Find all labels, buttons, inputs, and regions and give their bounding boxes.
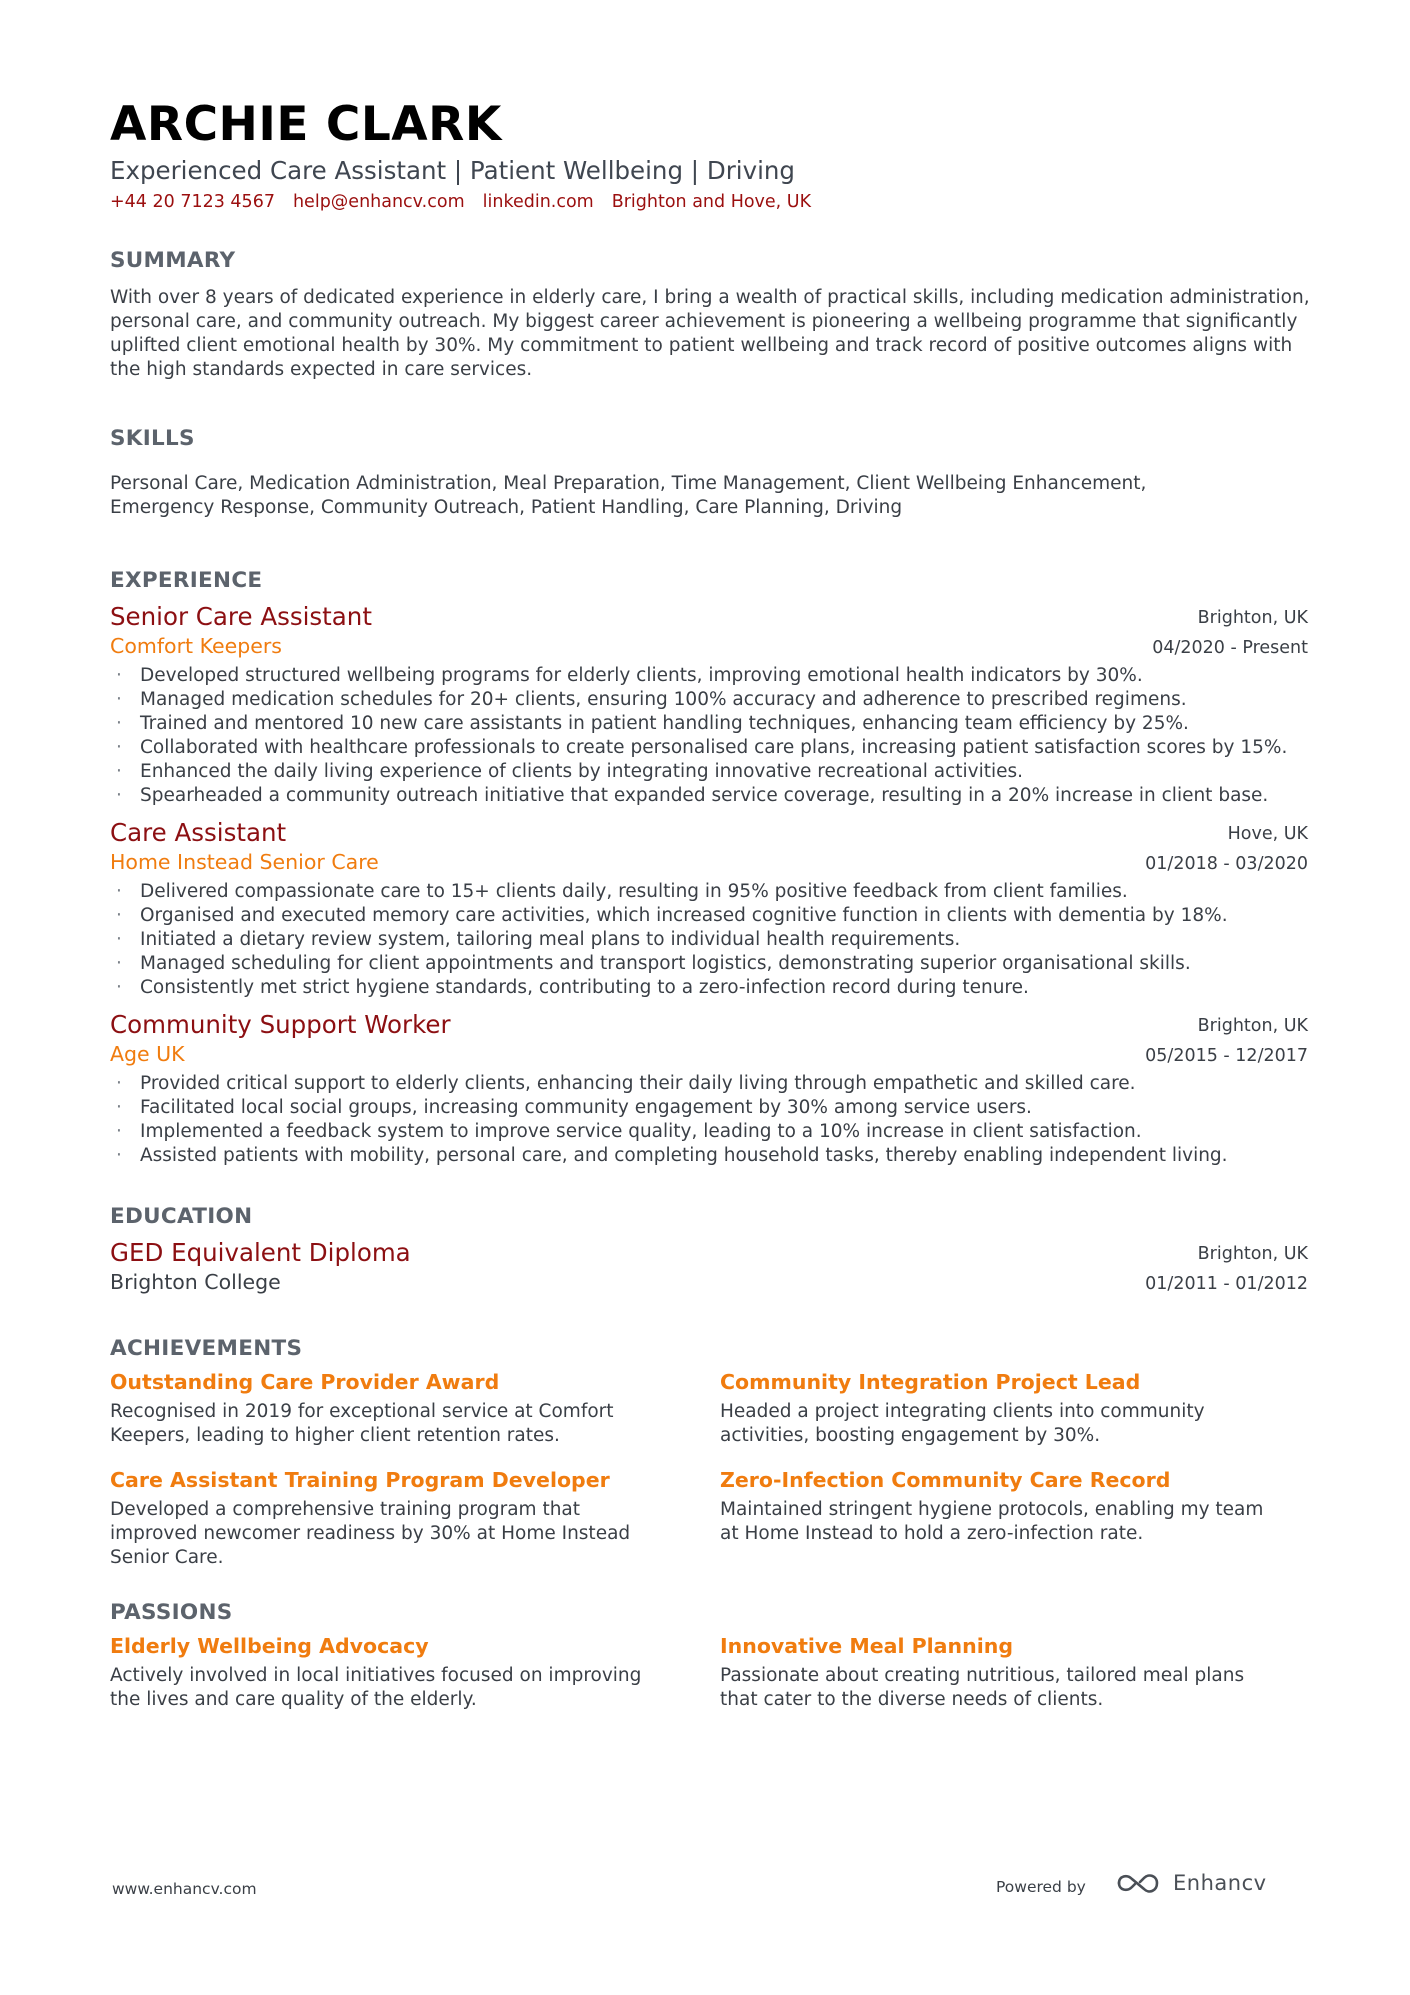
- achievement-title: Outstanding Care Provider Award: [110, 1370, 500, 1394]
- bullet-item: · Facilitated local social groups, increasing community engagement by 30% among service users.: [116, 1097, 1032, 1118]
- page-footer: [0, 1870, 1410, 1910]
- bullet-item: · Spearheaded a community outreach initiative that expanded service coverage, resulting in a 20% increase in client base.: [116, 785, 1269, 806]
- bullet-dot-icon: ·: [116, 881, 122, 902]
- footer-powered-by: Powered by: [996, 1878, 1086, 1896]
- bullet-dot-icon: ·: [116, 761, 122, 782]
- passions-section: [110, 1598, 1308, 1730]
- job-entry: [110, 818, 1308, 1000]
- achievement-item: [110, 1368, 660, 1448]
- job-dates: 01/2018 - 03/2020: [1145, 854, 1308, 874]
- job-header: [110, 818, 1308, 876]
- education-school: Brighton College: [110, 1270, 281, 1294]
- skills-text: Personal Care, Medication Administration, Meal Preparation, Time Management, Client Wellbeing Enhancement, Emergency Response, Community Outreach, Patient Handling, Care Planning, Driving: [110, 473, 1147, 518]
- job-company: Age UK: [110, 1042, 185, 1066]
- achievements-section: [110, 1334, 1308, 1588]
- bullet-item: · Organised and executed memory care activities, which increased cognitive function in clients with dementia by 18%.: [116, 905, 1228, 926]
- bullet-item: · Collaborated with healthcare professionals to create personalised care plans, increasing patient satisfaction scores by 15%.: [116, 737, 1288, 758]
- bullet-dot-icon: ·: [116, 953, 122, 974]
- contact-linkedin[interactable]: linkedin.com: [482, 192, 594, 212]
- bullet-item: · Enhanced the daily living experience of clients by integrating innovative recreational activities.: [116, 761, 1024, 782]
- achievement-item: [110, 1466, 660, 1570]
- job-location: Hove, UK: [1227, 824, 1308, 844]
- contact-location: Brighton and Hove, UK: [611, 192, 812, 212]
- summary-text: With over 8 years of dedicated experience in elderly care, I bring a wealth of practical skills, including medication administration, personal care, and community outreach. My biggest career achievement is pioneering a wellbeing programme that significantly uplifted client emotional health by 30%. My commitment to patient wellbeing and track record of positive outcomes aligns with the high standards expected in care services.: [110, 287, 1310, 380]
- resume-header: [110, 96, 1308, 216]
- achievement-title: Care Assistant Training Program Developer: [110, 1468, 610, 1492]
- contact-email[interactable]: help@enhancv.com: [292, 192, 465, 212]
- summary-title: SUMMARY: [110, 248, 236, 273]
- job-title: Senior Care Assistant: [110, 602, 372, 631]
- bullet-item: · Assisted patients with mobility, personal care, and completing household tasks, thereby enabling independent living.: [116, 1145, 1228, 1166]
- bullet-item: · Implemented a feedback system to improve service quality, leading to a 10% increase in client satisfaction.: [116, 1121, 1142, 1142]
- contact-line: [110, 188, 1308, 216]
- achievement-desc: Developed a comprehensive training program that improved newcomer readiness by 30% at Home Instead Senior Care.: [110, 1499, 631, 1568]
- passion-item: [110, 1632, 660, 1712]
- bullet-dot-icon: ·: [116, 905, 122, 926]
- achievement-title: Zero-Infection Community Care Record: [720, 1468, 1171, 1492]
- passion-item: [720, 1632, 1270, 1712]
- passions-grid: [110, 1632, 1308, 1730]
- passion-desc: Actively involved in local initiatives focused on improving the lives and care quality of the elderly.: [110, 1665, 642, 1710]
- education-section: [110, 1202, 1308, 1296]
- passion-desc: Passionate about creating nutritious, tailored meal plans that cater to the diverse needs of clients.: [720, 1665, 1245, 1710]
- bullet-item: · Consistently met strict hygiene standards, contributing to a zero-infection record during tenure.: [116, 977, 1029, 998]
- education-location: Brighton, UK: [1197, 1244, 1308, 1264]
- job-dates: 04/2020 - Present: [1152, 638, 1308, 658]
- candidate-name: ARCHIE CLARK: [110, 97, 502, 152]
- bullet-dot-icon: ·: [116, 665, 122, 686]
- achievement-title: Community Integration Project Lead: [720, 1370, 1141, 1394]
- job-title: Community Support Worker: [110, 1010, 451, 1039]
- resume-page: [110, 96, 1308, 1730]
- bullet-dot-icon: ·: [116, 785, 122, 806]
- job-header: [110, 1010, 1308, 1068]
- bullet-dot-icon: ·: [116, 737, 122, 758]
- bullet-dot-icon: ·: [116, 713, 122, 734]
- bullet-item: · Managed scheduling for client appointments and transport logistics, demonstrating superior organisational skills.: [116, 953, 1191, 974]
- job-title: Care Assistant: [110, 818, 287, 847]
- job-entry: [110, 1010, 1308, 1168]
- bullet-item: · Managed medication schedules for 20+ clients, ensuring 100% accuracy and adherence to prescribed regimens.: [116, 689, 1187, 710]
- achievement-desc: Headed a project integrating clients into community activities, boosting engagement by 30%.: [720, 1401, 1205, 1446]
- bullet-dot-icon: ·: [116, 1073, 122, 1094]
- achievement-desc: Maintained stringent hygiene protocols, enabling my team at Home Instead to hold a zero-infection rate.: [720, 1499, 1264, 1544]
- bullet-item: · Delivered compassionate care to 15+ clients daily, resulting in 95% positive feedback from client families.: [116, 881, 1128, 902]
- skills-title: SKILLS: [110, 426, 195, 451]
- job-company: Home Instead Senior Care: [110, 850, 379, 874]
- bullet-item: · Provided critical support to elderly clients, enhancing their daily living through empathetic and skilled care.: [116, 1073, 1136, 1094]
- passion-title: Innovative Meal Planning: [720, 1634, 1013, 1658]
- summary-section: [110, 246, 1308, 382]
- enhancv-logo-icon: [1115, 1870, 1161, 1896]
- job-dates: 05/2015 - 12/2017: [1145, 1046, 1308, 1066]
- bullet-dot-icon: ·: [116, 929, 122, 950]
- achievements-title: ACHIEVEMENTS: [110, 1336, 303, 1361]
- bullet-item: · Trained and mentored 10 new care assistants in patient handling techniques, enhancing team efficiency by 25%.: [116, 713, 1189, 734]
- job-location: Brighton, UK: [1197, 608, 1308, 628]
- job-location: Brighton, UK: [1197, 1016, 1308, 1036]
- education-degree: GED Equivalent Diploma: [110, 1238, 411, 1267]
- experience-title: EXPERIENCE: [110, 568, 263, 593]
- bullet-dot-icon: ·: [116, 1097, 122, 1118]
- education-title: EDUCATION: [110, 1204, 253, 1229]
- experience-section: [110, 566, 1308, 1168]
- job-company: Comfort Keepers: [110, 634, 282, 658]
- achievement-item: [720, 1368, 1270, 1448]
- bullet-dot-icon: ·: [116, 1145, 122, 1166]
- achievement-desc: Recognised in 2019 for exceptional service at Comfort Keepers, leading to higher client retention rates.: [110, 1401, 614, 1446]
- passions-title: PASSIONS: [110, 1600, 233, 1625]
- footer-website-link[interactable]: www.enhancv.com: [112, 1880, 257, 1898]
- contact-phone[interactable]: +44 20 7123 4567: [110, 192, 275, 212]
- job-header: [110, 602, 1308, 660]
- education-dates: 01/2011 - 01/2012: [1145, 1274, 1308, 1294]
- job-bullets: [110, 880, 1308, 1000]
- passion-title: Elderly Wellbeing Advocacy: [110, 1634, 429, 1658]
- achievements-grid: [110, 1368, 1308, 1588]
- candidate-headline: Experienced Care Assistant | Patient Wellbeing | Driving: [110, 156, 795, 185]
- job-bullets: [110, 1072, 1308, 1168]
- bullet-item: · Initiated a dietary review system, tailoring meal plans to individual health requirements.: [116, 929, 961, 950]
- enhancv-logo[interactable]: [1115, 1870, 1267, 1896]
- job-bullets: [110, 664, 1308, 808]
- bullet-item: · Developed structured wellbeing programs for elderly clients, improving emotional health indicators by 30%.: [116, 665, 1143, 686]
- bullet-dot-icon: ·: [116, 977, 122, 998]
- bullet-dot-icon: ·: [116, 689, 122, 710]
- skills-section: [110, 424, 1308, 520]
- job-entry: [110, 602, 1308, 808]
- footer-brand-name: Enhancv: [1173, 1871, 1267, 1895]
- achievement-item: [720, 1466, 1270, 1570]
- education-entry: [110, 1238, 1308, 1296]
- bullet-dot-icon: ·: [116, 1121, 122, 1142]
